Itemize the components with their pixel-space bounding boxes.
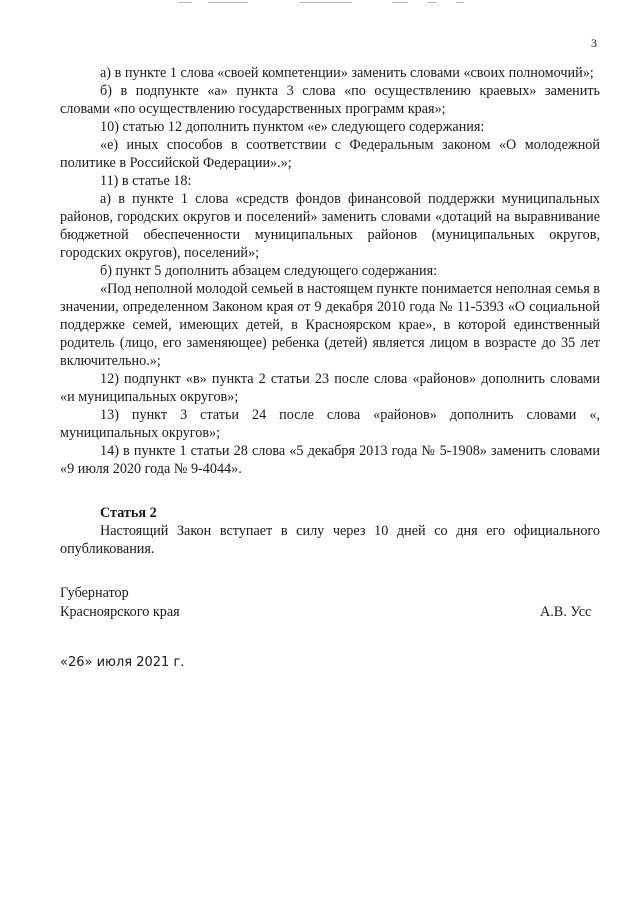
paragraph: «е) иных способов в соответствии с Федеральным законом «О молодежной политике в Российской Федерации».»; <box>60 137 600 171</box>
paragraph: а) в пункте 1 слова «средств фондов финансовой поддержки муниципальных районов, городских округов и поселений» заменить словами «дотаций на выравнивание бюджетной обеспеченности муниципальных районов (муниципальных округов, городских округов), поселений»; <box>60 191 600 261</box>
signature-block <box>60 584 180 622</box>
paragraph: б) пункт 5 дополнить абзацем следующего содержания: <box>100 263 438 279</box>
paragraph: 11) в статье 18: <box>100 173 192 189</box>
paragraph: 13) пункт 3 статьи 24 после слова «районов» дополнить словами «, муниципальных округов»; <box>60 407 600 441</box>
paragraph: «Под неполной молодой семьей в настоящем пункте понимается неполная семья в значении, определенном Законом края от 9 декабря 2010 года № 11-5393 «О социальной поддержке семей, имеющих детей, в Красноярском крае», в которой единственный родитель (лицо, его заменяющее) ребенка (детей) является лицом в возрасте до 35 лет включительно.»; <box>60 281 600 369</box>
paragraph: а) в пункте 1 слова «своей компетенции» заменить словами «своих полномочий»; <box>100 65 594 81</box>
signatory-title: Губернатор <box>60 585 129 601</box>
scan-top-marks <box>0 0 639 8</box>
paragraph: б) в подпункте «а» пункта 3 слова «по осуществлению краевых» заменить словами «по осуществлению государственных программ края»; <box>60 83 600 117</box>
document-body <box>60 64 600 558</box>
article-2-title: Статья 2 <box>100 505 157 521</box>
paragraph: 12) подпункт «в» пункта 2 статьи 23 после слова «районов» дополнить словами «и муниципальных округов»; <box>60 371 600 405</box>
signatory-region: Красноярского края <box>60 604 180 620</box>
article-2-text: Настоящий Закон вступает в силу через 10 дней со дня его официального опубликования. <box>60 523 600 557</box>
paragraph: 14) в пункте 1 статьи 28 слова «5 декабря 2013 года № 5-1908» заменить словами «9 июля 2020 года № 9-4044». <box>60 443 600 477</box>
signing-date: «26» июля 2021 г. <box>60 655 185 670</box>
signatory-name: А.В. Усс <box>540 604 592 620</box>
paragraph: 10) статью 12 дополнить пунктом «е» следующего содержания: <box>100 119 485 135</box>
page-number: 3 <box>591 36 597 50</box>
